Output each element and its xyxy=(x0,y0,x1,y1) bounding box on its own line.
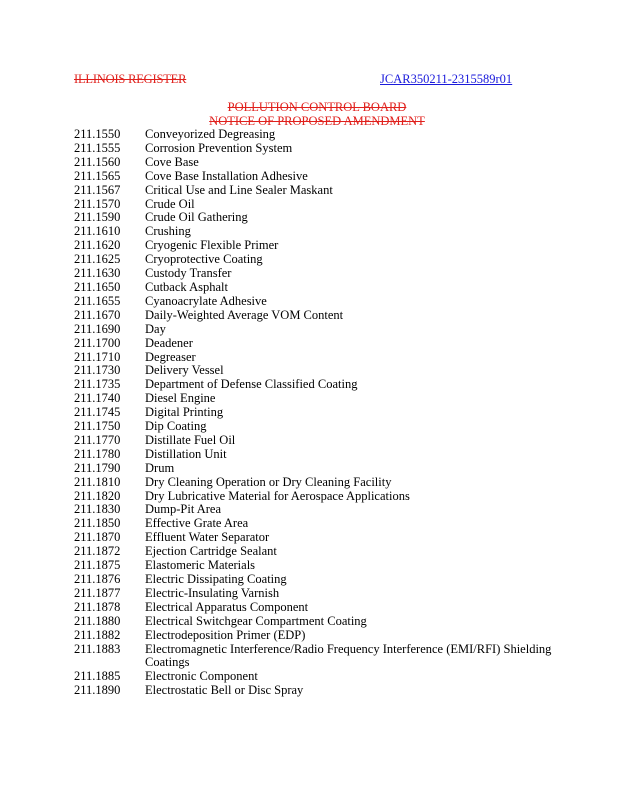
section-number: 211.1590 xyxy=(74,210,121,225)
section-number: 211.1567 xyxy=(74,182,121,197)
section-list xyxy=(74,128,574,698)
section-number: 211.1810 xyxy=(74,474,121,489)
section-title: Cove Base Installation Adhesive xyxy=(145,168,308,183)
section-title: Electrostatic Bell or Disc Spray xyxy=(145,683,304,698)
list-item xyxy=(74,629,574,643)
section-title: Crude Oil Gathering xyxy=(145,210,248,225)
list-item xyxy=(74,490,574,504)
list-item xyxy=(74,392,574,406)
list-item xyxy=(74,615,574,629)
section-title: Dry Cleaning Operation or Dry Cleaning Facility xyxy=(145,474,392,489)
board-title: POLLUTION CONTROL BOARD xyxy=(227,100,407,114)
section-number: 211.1820 xyxy=(74,488,121,503)
list-item xyxy=(74,601,574,615)
section-number: 211.1750 xyxy=(74,419,121,434)
section-number: 211.1570 xyxy=(74,196,121,211)
section-title: Distillate Fuel Oil xyxy=(145,432,236,447)
section-title: Distillation Unit xyxy=(145,446,227,461)
list-item xyxy=(74,517,574,531)
section-title: Conveyorized Degreasing xyxy=(145,127,276,141)
section-number: 211.1650 xyxy=(74,279,121,294)
list-item xyxy=(74,448,574,462)
list-item xyxy=(74,323,574,337)
list-item xyxy=(74,434,574,448)
list-item xyxy=(74,170,574,184)
section-title: Electronic Component xyxy=(145,669,258,684)
section-number: 211.1830 xyxy=(74,502,121,517)
list-item xyxy=(74,211,574,225)
list-item xyxy=(74,225,574,239)
section-title: Daily-Weighted Average VOM Content xyxy=(145,307,344,322)
list-item xyxy=(74,378,574,392)
section-number: 211.1780 xyxy=(74,446,121,461)
list-item xyxy=(74,184,574,198)
list-item xyxy=(74,253,574,267)
section-title: Electric Dissipating Coating xyxy=(145,572,287,586)
section-title: Ejection Cartridge Sealant xyxy=(145,544,277,559)
section-number: 211.1555 xyxy=(74,140,121,155)
section-title: Electric-Insulating Varnish xyxy=(145,585,280,600)
section-number: 211.1735 xyxy=(74,377,121,392)
section-number: 211.1872 xyxy=(74,544,121,559)
section-number: 211.1876 xyxy=(74,572,121,586)
section-number: 211.1870 xyxy=(74,530,121,545)
list-item xyxy=(74,295,574,309)
section-title: Cyanoacrylate Adhesive xyxy=(145,293,267,308)
section-number: 211.1630 xyxy=(74,266,121,281)
section-number: 211.1890 xyxy=(74,683,121,698)
list-item xyxy=(74,462,574,476)
list-item xyxy=(74,309,574,323)
section-title: Delivery Vessel xyxy=(145,363,224,378)
section-number: 211.1620 xyxy=(74,238,121,253)
list-item xyxy=(74,351,574,365)
section-number: 211.1878 xyxy=(74,599,121,614)
list-item xyxy=(74,239,574,253)
section-number: 211.1877 xyxy=(74,585,121,600)
section-number: 211.1875 xyxy=(74,558,121,573)
list-item xyxy=(74,587,574,601)
section-title: Crude Oil xyxy=(145,196,195,211)
section-title: Cutback Asphalt xyxy=(145,279,228,294)
section-number: 211.1550 xyxy=(74,127,121,141)
section-title: Electromagnetic Interference/Radio Frequency Interference (EMI/RFI) Shielding Coatings xyxy=(145,641,552,670)
section-title: Electrodeposition Primer (EDP) xyxy=(145,627,306,642)
section-title: Electrical Apparatus Component xyxy=(145,599,309,614)
section-number: 211.1850 xyxy=(74,516,121,531)
register-header: ILLINOIS REGISTER xyxy=(74,72,187,86)
list-item xyxy=(74,281,574,295)
section-number: 211.1883 xyxy=(74,641,121,656)
list-item xyxy=(74,559,574,573)
list-item xyxy=(74,267,574,281)
section-number: 211.1560 xyxy=(74,154,121,169)
section-title: Diesel Engine xyxy=(145,391,216,406)
list-item xyxy=(74,337,574,351)
list-item xyxy=(74,156,574,170)
list-item xyxy=(74,643,574,671)
section-title: Dip Coating xyxy=(145,419,207,434)
section-title: Cove Base xyxy=(145,154,199,169)
list-item xyxy=(74,670,574,684)
section-title: Day xyxy=(145,321,166,336)
list-item xyxy=(74,198,574,212)
list-item xyxy=(74,531,574,545)
section-number: 211.1790 xyxy=(74,460,121,475)
jcar-reference-link[interactable]: JCAR350211-2315589r01 xyxy=(380,72,513,86)
section-title: Degreaser xyxy=(145,349,196,364)
list-item xyxy=(74,406,574,420)
section-title: Effluent Water Separator xyxy=(145,530,270,545)
list-item xyxy=(74,420,574,434)
section-number: 211.1690 xyxy=(74,321,121,336)
list-item xyxy=(74,503,574,517)
section-title: Crushing xyxy=(145,224,191,239)
section-number: 211.1655 xyxy=(74,293,121,308)
list-item xyxy=(74,684,574,698)
section-number: 211.1730 xyxy=(74,363,121,378)
section-title: Cryoprotective Coating xyxy=(145,252,263,267)
section-number: 211.1610 xyxy=(74,224,121,239)
section-title: Cryogenic Flexible Primer xyxy=(145,238,279,253)
section-title: Critical Use and Line Sealer Maskant xyxy=(145,182,333,197)
section-title: Electrical Switchgear Compartment Coating xyxy=(145,613,367,628)
section-number: 211.1565 xyxy=(74,168,121,183)
section-number: 211.1670 xyxy=(74,307,121,322)
notice-title: NOTICE OF PROPOSED AMENDMENT xyxy=(209,114,425,128)
section-title: Elastomeric Materials xyxy=(145,558,256,573)
section-number: 211.1880 xyxy=(74,613,121,628)
list-item xyxy=(74,142,574,156)
section-title: Corrosion Prevention System xyxy=(145,140,293,155)
list-item xyxy=(74,573,574,587)
section-title: Effective Grate Area xyxy=(145,516,249,531)
list-item xyxy=(74,545,574,559)
section-title: Drum xyxy=(145,460,175,475)
section-number: 211.1882 xyxy=(74,627,121,642)
section-number: 211.1885 xyxy=(74,669,121,684)
section-title: Deadener xyxy=(145,335,193,350)
section-title: Dump-Pit Area xyxy=(145,502,222,517)
section-number: 211.1625 xyxy=(74,252,121,267)
section-title: Custody Transfer xyxy=(145,266,232,281)
section-title: Digital Printing xyxy=(145,405,224,420)
section-title: Department of Defense Classified Coating xyxy=(145,377,358,392)
section-number: 211.1770 xyxy=(74,432,121,447)
list-item xyxy=(74,364,574,378)
section-number: 211.1745 xyxy=(74,405,121,420)
list-item xyxy=(74,476,574,490)
section-title: Dry Lubricative Material for Aerospace Applications xyxy=(145,488,410,503)
list-item xyxy=(74,128,574,142)
section-number: 211.1700 xyxy=(74,335,121,350)
section-number: 211.1710 xyxy=(74,349,121,364)
section-number: 211.1740 xyxy=(74,391,121,406)
